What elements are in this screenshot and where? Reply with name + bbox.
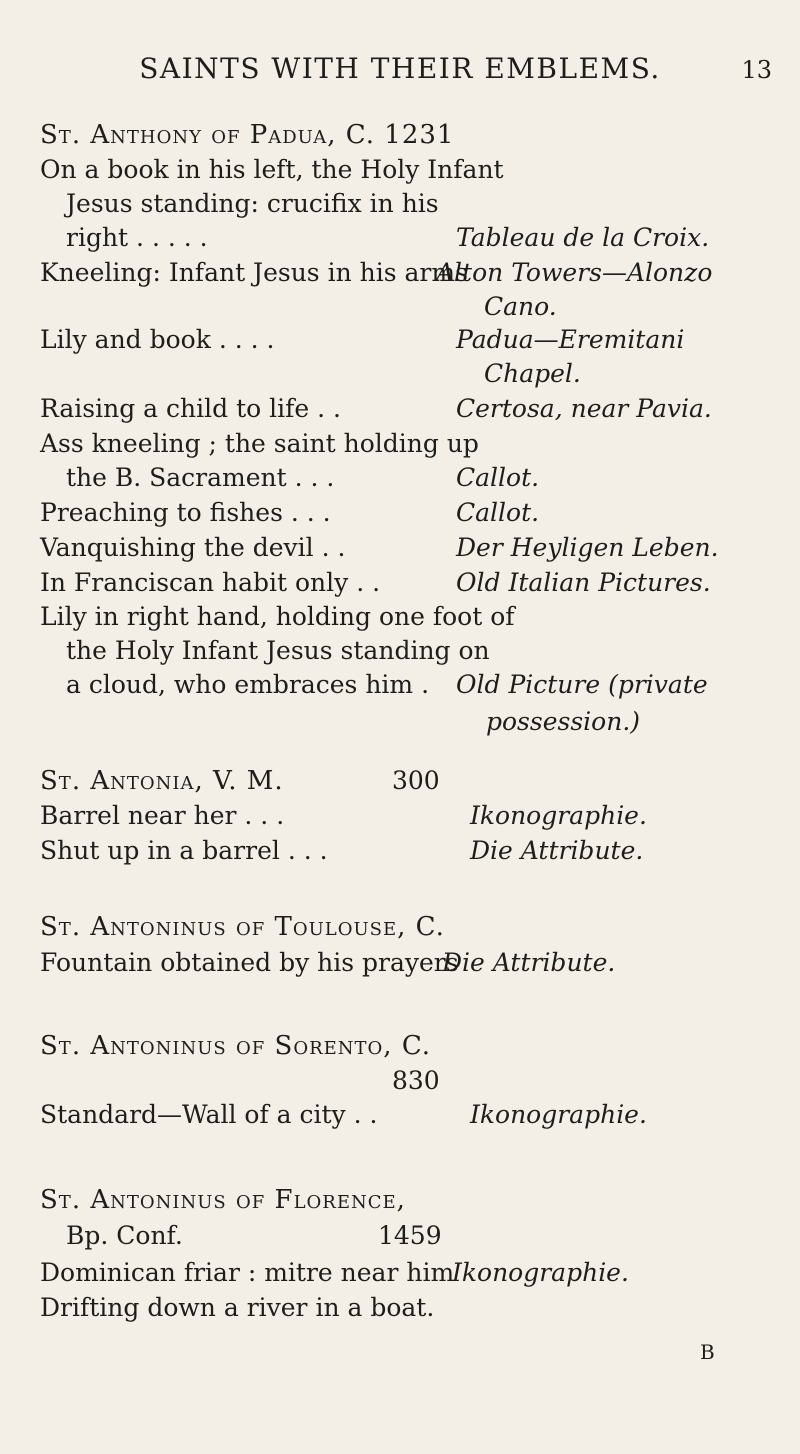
source-reference: Old Picture (private: [456, 670, 708, 699]
signature-mark: B: [700, 1340, 715, 1364]
source-reference: Padua—Eremitani: [456, 325, 685, 354]
source-reference: Certosa, near Pavia.: [456, 394, 712, 423]
source-reference: Cano.: [484, 292, 557, 321]
emblem-line: Barrel near her . . .: [40, 801, 285, 830]
source-reference: Old Italian Pictures.: [456, 568, 711, 597]
emblem-line: a cloud, who embraces him .: [66, 670, 430, 699]
saint-heading: St. Anthony of Padua, C. 1231: [40, 120, 455, 150]
source-reference: Alton Towers—Alonzo: [436, 258, 713, 287]
saint-heading: St. Antoninus of Florence,: [40, 1185, 406, 1215]
emblem-line: Raising a child to life . .: [40, 394, 341, 423]
emblem-line: right . . . . .: [66, 223, 208, 252]
emblem-line: Jesus standing: crucifix in his: [66, 189, 439, 218]
source-reference: Ikonographie.: [452, 1258, 629, 1287]
source-reference: possession.): [486, 707, 641, 736]
source-reference: Die Attribute.: [470, 836, 644, 865]
page-number: 13: [741, 56, 772, 84]
saint-date: 1459: [378, 1221, 442, 1250]
source-reference: Der Heyligen Leben.: [456, 533, 719, 562]
saint-heading: St. Antoninus of Toulouse, C.: [40, 912, 445, 942]
running-header: SAINTS WITH THEIR EMBLEMS.: [139, 52, 661, 85]
emblem-line: Ass kneeling ; the saint holding up: [40, 429, 479, 458]
emblem-line: Fountain obtained by his prayers: [40, 948, 459, 977]
saint-date: 300: [392, 766, 440, 795]
emblem-line: Drifting down a river in a boat.: [40, 1293, 435, 1322]
saint-date: 830: [392, 1066, 440, 1095]
emblem-line: In Franciscan habit only . .: [40, 568, 381, 597]
emblem-line: Standard—Wall of a city . .: [40, 1100, 378, 1129]
emblem-line: Kneeling: Infant Jesus in his arms: [40, 258, 468, 287]
emblem-line: the Holy Infant Jesus standing on: [66, 636, 490, 665]
emblem-line: On a book in his left, the Holy Infant: [40, 155, 504, 184]
emblem-line: the B. Sacrament . . .: [66, 463, 335, 492]
source-reference: Tableau de la Croix.: [456, 223, 710, 252]
emblem-line: Vanquishing the devil . .: [40, 533, 346, 562]
source-reference: Ikonographie.: [470, 801, 647, 830]
emblem-line: Preaching to fishes . . .: [40, 498, 331, 527]
emblem-line: Shut up in a barrel . . .: [40, 836, 328, 865]
source-reference: Callot.: [456, 498, 540, 527]
source-reference: Die Attribute.: [442, 948, 616, 977]
saint-title: Bp. Conf.: [66, 1221, 183, 1250]
emblem-line: Dominican friar : mitre near him: [40, 1258, 455, 1287]
saint-heading: St. Antonia, V. M.: [40, 766, 284, 796]
source-reference: Ikonographie.: [470, 1100, 647, 1129]
emblem-line: Lily and book . . . .: [40, 325, 275, 354]
saint-heading: St. Antoninus of Sorento, C.: [40, 1031, 432, 1061]
source-reference: Callot.: [456, 463, 540, 492]
emblem-line: Lily in right hand, holding one foot of: [40, 602, 515, 631]
source-reference: Chapel.: [484, 359, 581, 388]
